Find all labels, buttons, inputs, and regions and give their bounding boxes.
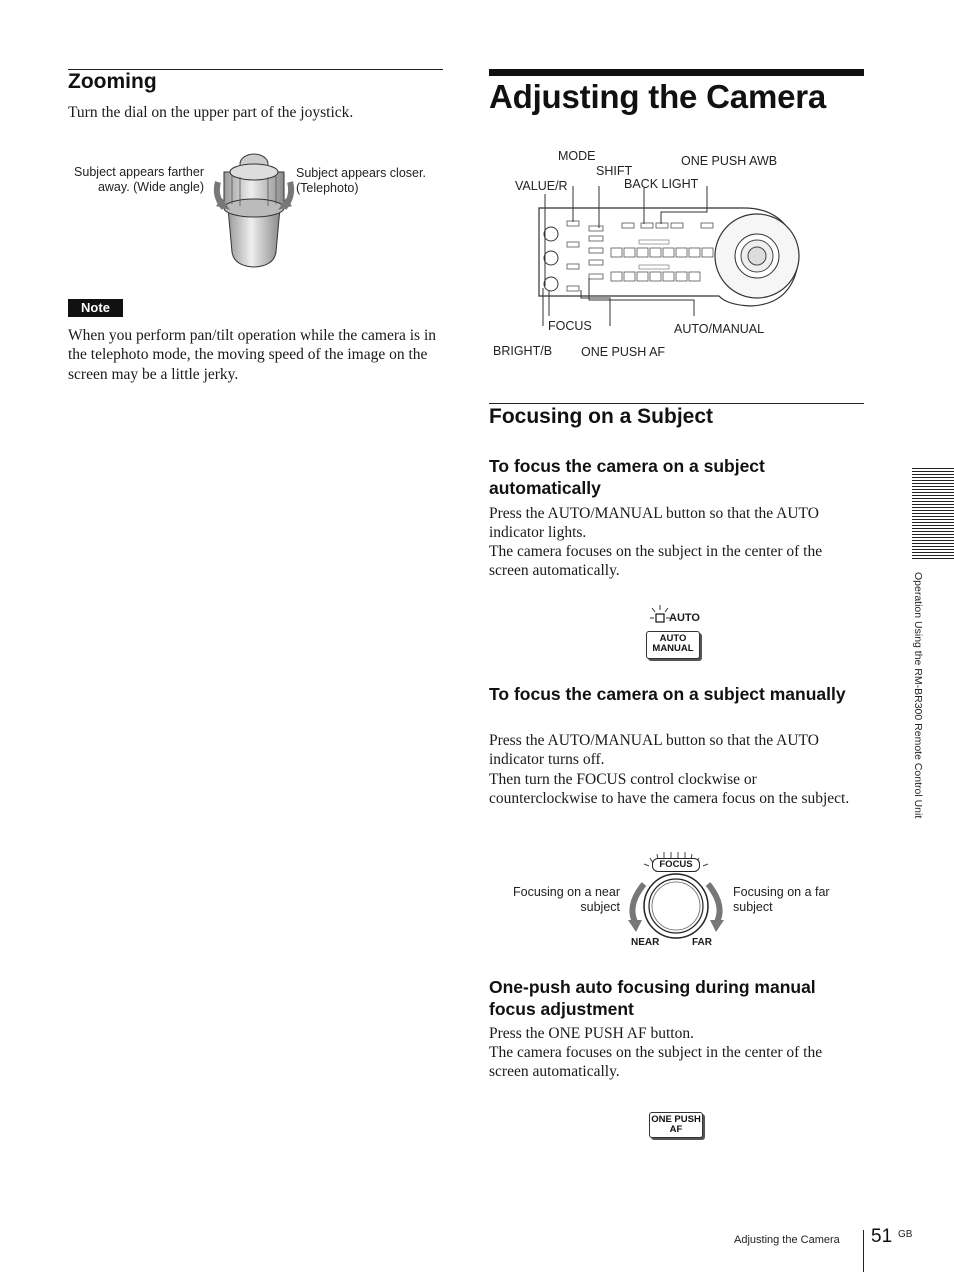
manual-focus-p2: Then turn the FOCUS control clockwise or counterclockwise to have the camera focus on the subject. (489, 771, 850, 808)
note-badge: Note (68, 299, 123, 317)
footer-divider (863, 1230, 864, 1272)
chapter-rule (489, 69, 864, 76)
page-title: Adjusting the Camera (489, 78, 827, 115)
label-focus: FOCUS (548, 319, 592, 333)
auto-focus-p2: The camera focuses on the subject in the center of the screen automatically. (489, 543, 823, 580)
telephoto-label: Subject appears closer. (Telephoto) (296, 166, 426, 195)
page-number: 51 (871, 1226, 893, 1247)
auto-focus-p1: Press the AUTO/MANUAL button so that the AUTO indicator lights. (489, 505, 819, 542)
side-tab-text: Operation Using the RM-BR300 Remote Control Unit (912, 572, 924, 819)
manual-focus-p1: Press the AUTO/MANUAL button so that the AUTO indicator turns off. (489, 732, 819, 769)
section-rule-focusing (489, 403, 864, 404)
joystick-illustration (210, 148, 298, 272)
focus-control-dial[interactable] (646, 880, 710, 944)
one-push-heading: One-push auto focusing during manual focus adjustment (489, 977, 816, 1019)
far-caption: Focusing on a far subject (733, 885, 830, 914)
note-text: When you perform pan/tilt operation while the camera is in the telephoto mode, the moving speed of the image on the screen may be a little jerky. (68, 327, 437, 383)
label-mode: MODE (558, 149, 596, 163)
zooming-heading: Zooming (68, 70, 157, 93)
focusing-heading: Focusing on a Subject (489, 405, 714, 428)
label-bright-b: BRIGHT/B (493, 344, 553, 358)
manual-focus-heading: To focus the camera on a subject manually (489, 684, 846, 704)
focus-dial-label: FOCUS (652, 858, 700, 872)
side-tab (912, 572, 926, 862)
page-suffix: GB (898, 1229, 913, 1240)
zooming-intro: Turn the dial on the upper part of the joystick. (68, 104, 354, 121)
near-label: NEAR (631, 937, 660, 948)
auto-manual-button[interactable]: AUTO MANUAL (646, 631, 700, 659)
side-tab-marker (912, 468, 954, 560)
label-shift: SHIFT (596, 164, 633, 178)
one-push-p2: The camera focuses on the subject in the center of the screen automatically. (489, 1044, 823, 1081)
wide-angle-label: Subject appears farther away. (Wide angle) (74, 165, 204, 194)
label-one-push-awb: ONE PUSH AWB (681, 154, 778, 168)
label-back-light: BACK LIGHT (624, 177, 699, 191)
label-value-r: VALUE/R (515, 179, 568, 193)
remote-panel-diagram (489, 186, 829, 326)
label-auto-manual: AUTO/MANUAL (674, 322, 765, 336)
one-push-p1: Press the ONE PUSH AF button. (489, 1025, 694, 1042)
auto-indicator-label: AUTO (669, 612, 700, 624)
auto-indicator-icon (650, 605, 670, 627)
auto-focus-heading: To focus the camera on a subject automatically (489, 456, 765, 498)
label-one-push-af: ONE PUSH AF (581, 345, 666, 359)
near-caption: Focusing on a near subject (512, 885, 620, 914)
one-push-af-button[interactable]: ONE PUSH AF (649, 1112, 703, 1138)
footer-section: Adjusting the Camera (734, 1234, 840, 1246)
far-label: FAR (692, 937, 712, 948)
